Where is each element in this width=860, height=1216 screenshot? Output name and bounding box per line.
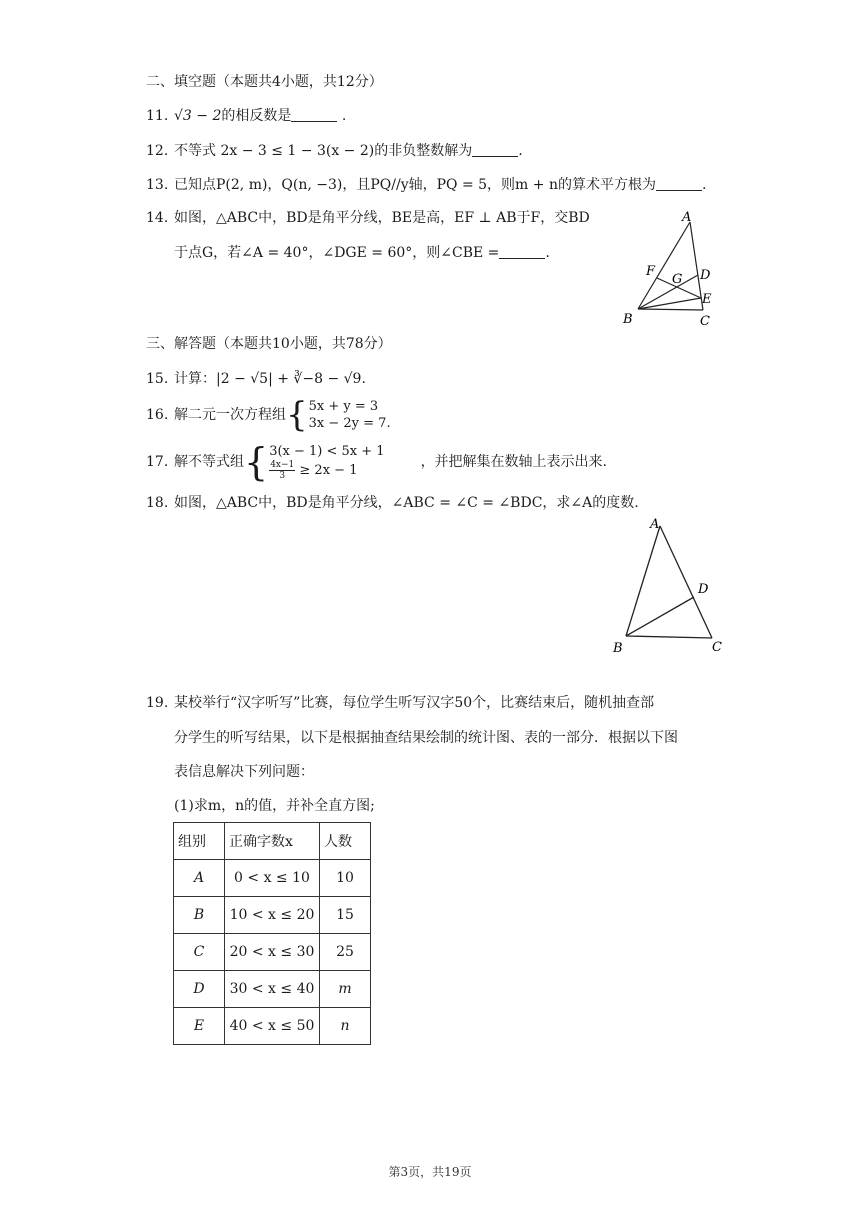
question-16-text: 解二元一次方程组 <box>174 407 286 423</box>
inequality-2-rest: ≥ 2x − 1 <box>299 463 358 478</box>
table-header: 正确字数x <box>225 823 320 860</box>
inequality-1: 3(x − 1) < 5x + 1 <box>269 444 385 459</box>
question-14-line2 <box>174 243 550 263</box>
question-14-text-1: 如图，△ABC中，BD是角平分线，BE是高，EF ⊥ AB于F，交BD <box>174 210 590 226</box>
figure-14-triangle <box>618 208 734 330</box>
label-d: D <box>698 582 709 597</box>
label-b: B <box>613 641 623 656</box>
question-17-instruction: ，并把解集在数轴上表示出来. <box>420 454 608 470</box>
question-19-line1 <box>146 693 654 713</box>
score-table <box>173 822 371 1045</box>
label-g: G <box>672 272 683 287</box>
table-cell: 40 < x ≤ 50 <box>225 1008 320 1045</box>
table-cell: B <box>174 897 225 934</box>
question-19-text-1: 某校举行“汉字听写”比赛，每位学生听写汉字50个，比赛结束后，随机抽查部 <box>174 695 655 711</box>
table-cell: m <box>320 971 371 1008</box>
label-b: B <box>623 312 633 327</box>
question-19-text-2: 分学生的听写结果，以下是根据抽查结果绘制的统计图、表的一部分．根据以下图 <box>174 730 678 746</box>
table-row <box>174 1008 371 1045</box>
answer-blank <box>291 107 337 122</box>
table-cell: A <box>174 860 225 897</box>
label-a: A <box>650 517 660 532</box>
question-14-text-2: 于点G，若∠A = 40°，∠DGE = 60°，则∠CBE = <box>174 245 500 261</box>
table-cell: 20 < x ≤ 30 <box>225 934 320 971</box>
question-19-number: 19. <box>146 695 169 711</box>
label-c: C <box>712 640 722 655</box>
label-e: E <box>702 292 712 307</box>
table-header: 组别 <box>174 823 225 860</box>
question-11-tail: . <box>341 108 347 124</box>
table-cell: n <box>320 1008 371 1045</box>
table-cell: 10 < x ≤ 20 <box>225 897 320 934</box>
label-a: A <box>682 210 692 225</box>
question-12 <box>146 141 523 161</box>
question-19-sub1: (1)求m，n的值，并补全直方图; <box>174 798 375 814</box>
figure-18-triangle <box>608 514 736 660</box>
question-15 <box>146 369 366 389</box>
question-16 <box>146 395 391 435</box>
question-11-expression: √3 − 2 <box>174 108 222 124</box>
inequality-system: { 3(x − 1) < 5x + 1 $\frac{4x-1}{3}$ ≥ 2x − 1 <box>244 440 385 484</box>
table-cell: 0 < x ≤ 10 <box>225 860 320 897</box>
side-bc <box>626 636 712 638</box>
table-cell: D <box>174 971 225 1008</box>
label-c: C <box>700 314 710 329</box>
label-f: F <box>646 264 656 279</box>
question-12-number: 12. <box>146 143 169 159</box>
question-17 <box>146 442 607 482</box>
table-header-row <box>174 823 371 860</box>
question-18-text: 如图，△ABC中，BD是角平分线，∠ABC = ∠C = ∠BDC，求∠A的度数. <box>174 495 639 511</box>
section2-title: 二、填空题（本题共4小题，共12分） <box>146 74 383 90</box>
question-18 <box>146 493 639 513</box>
label-d: D <box>700 268 711 283</box>
table-cell: 10 <box>320 860 371 897</box>
question-14-line1 <box>146 208 590 228</box>
table-cell: 30 < x ≤ 40 <box>225 971 320 1008</box>
question-17-text: 解不等式组 <box>174 454 244 470</box>
question-11-text: 的相反数是 <box>221 108 292 124</box>
section3-title: 三、解答题（本题共10小题，共78分） <box>146 336 392 352</box>
question-13-number: 13. <box>146 177 169 193</box>
question-13-tail: . <box>701 177 707 193</box>
question-12-text: 不等式 2x − 3 ≤ 1 − 3(x − 2)的非负整数解为 <box>174 143 473 159</box>
table-header: 人数 <box>320 823 371 860</box>
table-cell: 25 <box>320 934 371 971</box>
fraction-denominator: 3 <box>279 471 286 481</box>
question-18-number: 18. <box>146 495 169 511</box>
table-cell: E <box>174 1008 225 1045</box>
question-11-number: 11. <box>146 108 169 124</box>
question-11 <box>146 106 346 126</box>
question-17-number: 17. <box>146 454 169 470</box>
fraction-numerator: 4x−1 <box>270 460 295 470</box>
inequality-2 <box>269 460 384 481</box>
table-cell: C <box>174 934 225 971</box>
table-row <box>174 934 371 971</box>
question-13-text: 已知点P(2, m)，Q(n, −3)，且PQ//y轴，PQ = 5，则m + n的算术平方根为 <box>174 177 656 193</box>
equation-1: 5x + y = 3 <box>308 399 379 414</box>
side-bc <box>638 309 703 310</box>
table-row <box>174 860 371 897</box>
question-13 <box>146 175 706 195</box>
answer-blank <box>499 244 545 259</box>
answer-blank <box>656 176 702 191</box>
equation-system: { 5x + y = 3 3x − 2y = 7. <box>286 395 391 435</box>
answer-blank <box>472 142 518 157</box>
question-19-text-3: 表信息解决下列问题： <box>174 764 314 780</box>
question-16-number: 16. <box>146 407 169 423</box>
question-14-tail: . <box>545 245 550 261</box>
table-cell: 15 <box>320 897 371 934</box>
table-row <box>174 971 371 1008</box>
question-12-tail: . <box>518 143 523 159</box>
question-15-number: 15. <box>146 371 169 387</box>
page-footer: 第3页，共19页 <box>388 1165 472 1179</box>
table-row <box>174 897 371 934</box>
question-14-number: 14. <box>146 210 169 226</box>
question-15-text: 计算：|2 − √5| + ∛−8 − √9. <box>174 371 366 387</box>
equation-2: 3x − 2y = 7. <box>308 416 391 431</box>
